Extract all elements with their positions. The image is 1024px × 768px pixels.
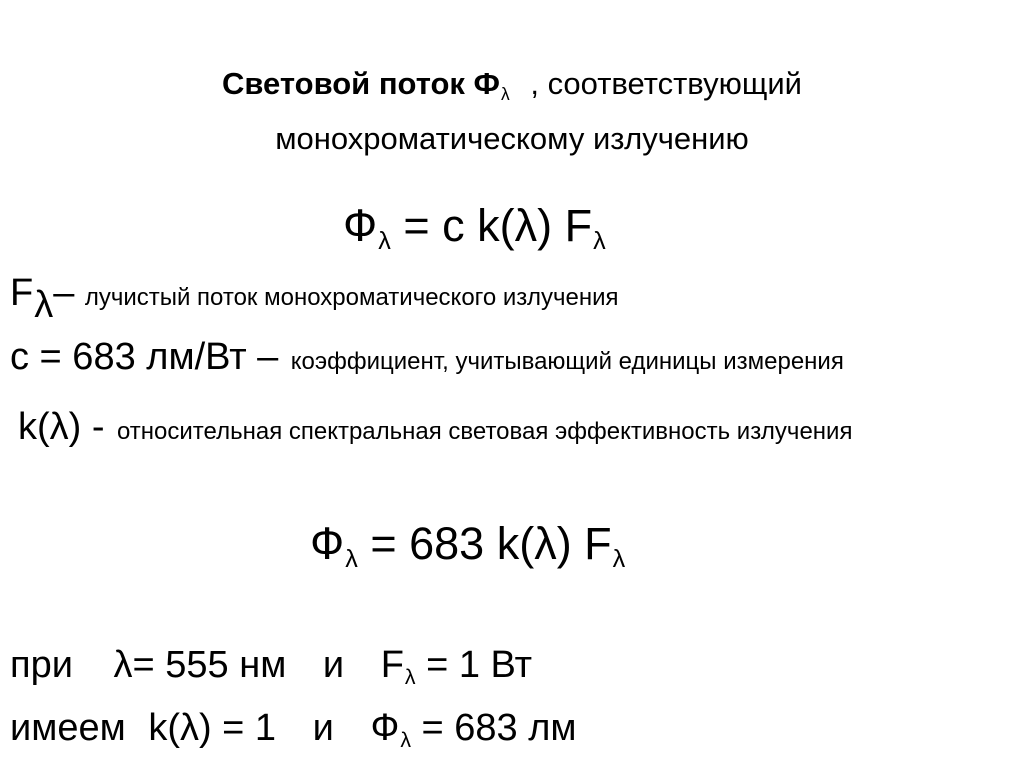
formula-lambda: λ <box>378 227 391 256</box>
cond1-eq2: = 1 Вт <box>426 644 533 686</box>
formula-main <box>343 200 606 256</box>
title-line-1 <box>0 66 1024 102</box>
cond2-phi: Ф <box>370 707 400 749</box>
def-flux-dash: – <box>53 272 75 314</box>
def-flux-lambda: λ <box>34 284 54 327</box>
condition-line-2 <box>10 707 577 750</box>
definition-efficiency <box>18 406 852 449</box>
definition-flux <box>10 272 619 327</box>
def-eff-suffix: ) - <box>68 406 105 448</box>
cond2-prefix: имеем <box>10 707 126 749</box>
title-lambda: λ <box>501 83 510 104</box>
def-flux-text: лучистый поток монохроматического излучения <box>84 284 619 311</box>
def-eff-text: относительная спектральная световая эффективность излучения <box>116 418 853 445</box>
cond2-lambda: λ <box>179 707 199 749</box>
formula2-rest: ) F <box>556 518 612 569</box>
formula2-eq: = 683 k( <box>370 518 535 569</box>
formula2-lambda: λ <box>345 545 358 574</box>
formula-lambda-2: λ <box>514 200 538 251</box>
cond2-and: и <box>312 707 334 749</box>
cond2-eq2: = 683 лм <box>421 707 577 749</box>
title-rest: , соответствующий <box>530 66 802 101</box>
formula-lambda-3: λ <box>593 227 606 256</box>
formula-rest: ) F <box>537 200 593 251</box>
title-line-2: монохроматическому излучению <box>275 121 749 156</box>
cond2-lambda-2: λ <box>400 727 411 752</box>
formula-phi: Ф <box>343 200 378 251</box>
cond1-and: и <box>322 644 345 686</box>
def-eff-prefix: k( <box>18 406 50 448</box>
def-flux-symbol: F <box>10 272 34 314</box>
cond1-prefix: при <box>10 644 73 686</box>
cond1-lambda: λ <box>113 644 133 686</box>
cond2-k: k( <box>148 707 180 749</box>
condition-line-1 <box>10 644 532 687</box>
cond1-f: F <box>380 644 404 686</box>
def-coef-symbol: c = 683 лм/Вт – <box>10 336 279 378</box>
definition-coefficient <box>10 336 844 379</box>
formula2-lambda-2: λ <box>534 518 557 569</box>
def-eff-lambda: λ <box>49 406 69 448</box>
formula2-phi: Ф <box>310 518 345 569</box>
formula-numeric <box>310 518 626 574</box>
cond1-eq1: = 555 нм <box>132 644 287 686</box>
cond2-eq1: ) = 1 <box>198 707 277 749</box>
title-bold: Световой поток Ф <box>222 66 501 101</box>
cond1-lambda-2: λ <box>404 664 416 689</box>
formula2-lambda-3: λ <box>612 545 626 574</box>
formula-eq: = c k( <box>403 200 515 251</box>
def-coef-text: коэффициент, учитывающий единицы измерения <box>290 348 844 375</box>
